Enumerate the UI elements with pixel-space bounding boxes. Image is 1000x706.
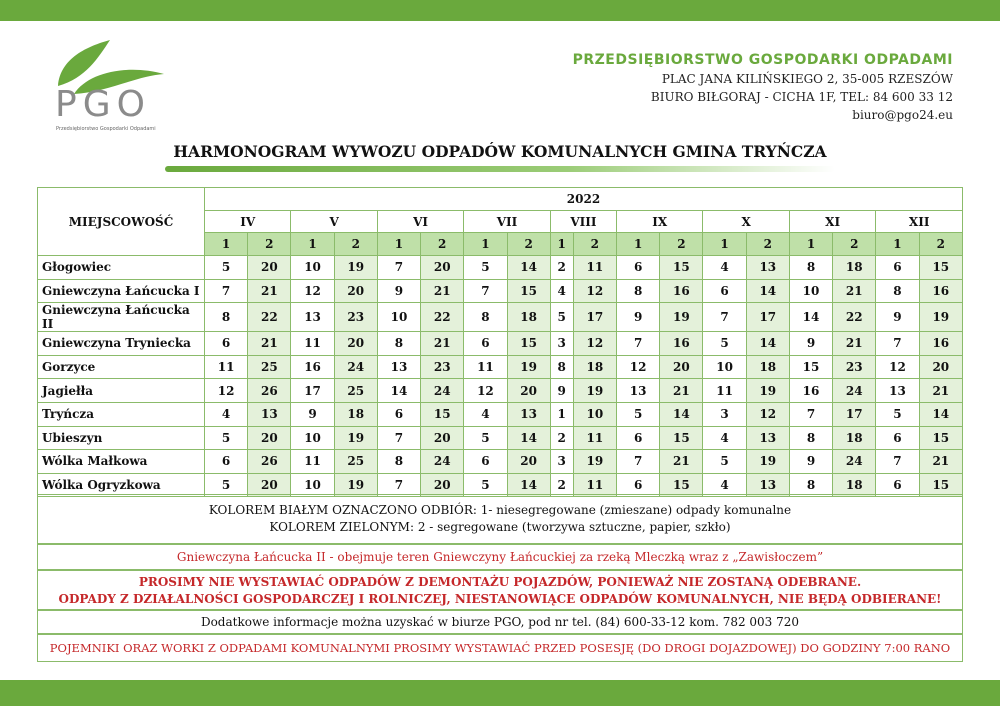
pickup-day: 18 bbox=[833, 473, 876, 497]
table-row bbox=[38, 303, 963, 332]
pickup-day: 16 bbox=[291, 355, 334, 379]
pickup-day: 22 bbox=[248, 303, 291, 332]
pickup-day: 21 bbox=[248, 279, 291, 303]
half-header: 1 bbox=[377, 233, 420, 256]
pickup-day: 10 bbox=[573, 402, 616, 426]
pickup-day: 8 bbox=[876, 279, 919, 303]
location-name: Tryńcza bbox=[38, 402, 205, 426]
pickup-day: 7 bbox=[617, 332, 660, 356]
half-header: 1 bbox=[703, 233, 746, 256]
month-header: XII bbox=[876, 211, 963, 233]
pickup-day: 13 bbox=[248, 402, 291, 426]
pickup-day: 20 bbox=[421, 256, 464, 280]
half-header: 2 bbox=[334, 233, 377, 256]
pickup-day: 10 bbox=[291, 256, 334, 280]
pickup-day: 7 bbox=[876, 332, 919, 356]
pickup-day: 20 bbox=[421, 426, 464, 450]
pickup-day: 12 bbox=[464, 379, 507, 403]
pickup-day: 12 bbox=[876, 355, 919, 379]
pickup-day: 7 bbox=[205, 279, 248, 303]
location-name: Gniewczyna Łańcucka II bbox=[38, 303, 205, 332]
title-underline bbox=[165, 166, 835, 172]
pickup-day: 2 bbox=[550, 426, 573, 450]
pickup-day: 12 bbox=[617, 355, 660, 379]
pickup-day: 9 bbox=[617, 303, 660, 332]
top-banner bbox=[0, 0, 1000, 21]
pickup-day: 12 bbox=[573, 332, 616, 356]
table-row bbox=[38, 256, 963, 280]
pickup-day: 7 bbox=[377, 256, 420, 280]
pickup-day: 6 bbox=[876, 473, 919, 497]
pickup-day: 12 bbox=[291, 279, 334, 303]
pickup-day: 8 bbox=[377, 450, 420, 474]
pickup-day: 21 bbox=[833, 279, 876, 303]
pickup-day: 18 bbox=[746, 355, 789, 379]
pickup-day: 8 bbox=[464, 303, 507, 332]
pickup-day: 5 bbox=[550, 303, 573, 332]
month-header: V bbox=[291, 211, 377, 233]
pickup-day: 16 bbox=[660, 332, 703, 356]
pickup-day: 6 bbox=[876, 426, 919, 450]
pickup-day: 24 bbox=[421, 379, 464, 403]
company-name: PRZEDSIĘBIORSTWO GOSPODARKI ODPADAMI bbox=[572, 52, 953, 68]
pickup-day: 5 bbox=[205, 426, 248, 450]
pickup-day: 19 bbox=[334, 473, 377, 497]
pickup-day: 10 bbox=[789, 279, 832, 303]
pickup-day: 4 bbox=[550, 279, 573, 303]
half-header: 2 bbox=[746, 233, 789, 256]
pickup-day: 15 bbox=[507, 332, 550, 356]
pickup-day: 16 bbox=[660, 279, 703, 303]
pickup-day: 19 bbox=[573, 450, 616, 474]
pickup-day: 23 bbox=[334, 303, 377, 332]
warning-business: ODPADY Z DZIAŁALNOŚCI GOSPODARCZEJ I ROLNICZEJ, NIESTANOWIĄCE ODPADÓW KOMUNALNYCH, NIE BĘDĄ ODBIERANE! bbox=[58, 592, 942, 606]
pickup-day: 5 bbox=[205, 473, 248, 497]
pickup-day: 14 bbox=[377, 379, 420, 403]
pickup-day: 20 bbox=[248, 426, 291, 450]
pickup-day: 9 bbox=[377, 279, 420, 303]
pickup-day: 16 bbox=[919, 332, 962, 356]
location-name: Gniewczyna Tryniecka bbox=[38, 332, 205, 356]
pickup-day: 2 bbox=[550, 473, 573, 497]
warning-vehicles: PROSIMY NIE WYSTAWIAĆ ODPADÓW Z DEMONTAŻU POJAZDÓW, PONIEWAŻ NIE ZOSTANĄ ODEBRANE. bbox=[138, 575, 862, 589]
location-name: Wólka Małkowa bbox=[38, 450, 205, 474]
schedule-table bbox=[37, 187, 963, 497]
pickup-day: 25 bbox=[334, 379, 377, 403]
pickup-day: 5 bbox=[703, 332, 746, 356]
pickup-day: 20 bbox=[919, 355, 962, 379]
pickup-day: 13 bbox=[876, 379, 919, 403]
pickup-day: 20 bbox=[248, 256, 291, 280]
pickup-day: 12 bbox=[746, 402, 789, 426]
pickup-day: 21 bbox=[919, 379, 962, 403]
pickup-day: 5 bbox=[703, 450, 746, 474]
pickup-day: 3 bbox=[550, 332, 573, 356]
location-name: Gniewczyna Łańcucka I bbox=[38, 279, 205, 303]
pickup-day: 8 bbox=[789, 426, 832, 450]
pickup-day: 14 bbox=[746, 279, 789, 303]
half-header: 2 bbox=[248, 233, 291, 256]
pickup-day: 5 bbox=[464, 426, 507, 450]
pickup-day: 19 bbox=[507, 355, 550, 379]
pickup-day: 23 bbox=[833, 355, 876, 379]
pickup-day: 6 bbox=[617, 473, 660, 497]
month-header: IV bbox=[205, 211, 291, 233]
container-note: POJEMNIKI ORAZ WORKI Z ODPADAMI KOMUNALNYMI PROSIMY WYSTAWIAĆ PRZED POSESJĘ (DO DROGI DOJAZDOWEJ) DO GODZINY 7:00 RANO bbox=[37, 634, 963, 662]
pickup-day: 21 bbox=[660, 450, 703, 474]
pickup-day: 9 bbox=[876, 303, 919, 332]
pickup-day: 14 bbox=[789, 303, 832, 332]
pickup-day: 13 bbox=[617, 379, 660, 403]
bottom-banner bbox=[0, 680, 1000, 706]
pickup-day: 11 bbox=[573, 256, 616, 280]
pickup-day: 9 bbox=[789, 332, 832, 356]
pickup-day: 10 bbox=[291, 426, 334, 450]
pickup-day: 15 bbox=[421, 402, 464, 426]
location-name: Jagiełła bbox=[38, 379, 205, 403]
pickup-day: 19 bbox=[573, 379, 616, 403]
pickup-day: 1 bbox=[550, 402, 573, 426]
pickup-day: 26 bbox=[248, 379, 291, 403]
pickup-day: 18 bbox=[833, 256, 876, 280]
pickup-day: 10 bbox=[377, 303, 420, 332]
half-header: 2 bbox=[507, 233, 550, 256]
pickup-day: 15 bbox=[919, 256, 962, 280]
pickup-day: 6 bbox=[617, 426, 660, 450]
pickup-day: 21 bbox=[833, 332, 876, 356]
pickup-day: 24 bbox=[833, 450, 876, 474]
pickup-day: 13 bbox=[746, 256, 789, 280]
pickup-day: 20 bbox=[334, 279, 377, 303]
pickup-day: 6 bbox=[703, 279, 746, 303]
pickup-day: 7 bbox=[789, 402, 832, 426]
pickup-day: 2 bbox=[550, 256, 573, 280]
pickup-day: 13 bbox=[746, 426, 789, 450]
half-header: 2 bbox=[573, 233, 616, 256]
company-info bbox=[573, 52, 953, 122]
pickup-day: 7 bbox=[464, 279, 507, 303]
pickup-day: 20 bbox=[660, 355, 703, 379]
pickup-day: 11 bbox=[291, 332, 334, 356]
pickup-day: 4 bbox=[703, 426, 746, 450]
half-header: 1 bbox=[550, 233, 573, 256]
pickup-day: 21 bbox=[919, 450, 962, 474]
table-row bbox=[38, 355, 963, 379]
pickup-day: 7 bbox=[876, 450, 919, 474]
pickup-day: 21 bbox=[421, 279, 464, 303]
pickup-day: 12 bbox=[573, 279, 616, 303]
pickup-day: 3 bbox=[703, 402, 746, 426]
pickup-day: 24 bbox=[421, 450, 464, 474]
pickup-day: 5 bbox=[464, 256, 507, 280]
pickup-day: 19 bbox=[334, 256, 377, 280]
legend-green: KOLOREM ZIELONYM: 2 - segregowane (tworzywa sztuczne, papier, szkło) bbox=[269, 520, 731, 534]
pickup-day: 15 bbox=[919, 473, 962, 497]
pickup-day: 23 bbox=[421, 355, 464, 379]
pickup-day: 15 bbox=[507, 279, 550, 303]
pickup-day: 7 bbox=[703, 303, 746, 332]
pickup-day: 14 bbox=[660, 402, 703, 426]
pickup-day: 7 bbox=[617, 450, 660, 474]
pickup-day: 3 bbox=[550, 450, 573, 474]
pickup-day: 8 bbox=[789, 256, 832, 280]
pickup-day: 10 bbox=[291, 473, 334, 497]
pickup-day: 17 bbox=[833, 402, 876, 426]
pickup-day: 14 bbox=[507, 426, 550, 450]
pickup-day: 8 bbox=[377, 332, 420, 356]
location-name: Gorzyce bbox=[38, 355, 205, 379]
pickup-day: 17 bbox=[291, 379, 334, 403]
pickup-day: 20 bbox=[421, 473, 464, 497]
pickup-day: 5 bbox=[617, 402, 660, 426]
pickup-day: 21 bbox=[248, 332, 291, 356]
pickup-day: 4 bbox=[464, 402, 507, 426]
half-header: 2 bbox=[833, 233, 876, 256]
location-header: MIEJSCOWOŚĆ bbox=[38, 188, 205, 256]
month-header: XI bbox=[789, 211, 875, 233]
half-header: 2 bbox=[660, 233, 703, 256]
pickup-day: 19 bbox=[746, 450, 789, 474]
pickup-day: 15 bbox=[919, 426, 962, 450]
pickup-day: 6 bbox=[205, 450, 248, 474]
pickup-day: 18 bbox=[833, 426, 876, 450]
pickup-day: 22 bbox=[421, 303, 464, 332]
pickup-day: 9 bbox=[291, 402, 334, 426]
pickup-day: 25 bbox=[334, 450, 377, 474]
pickup-day: 20 bbox=[334, 332, 377, 356]
pickup-day: 9 bbox=[789, 450, 832, 474]
page-title: HARMONOGRAM WYWOZU ODPADÓW KOMUNALNYCH GMINA TRYŃCZA bbox=[173, 142, 827, 161]
pickup-day: 16 bbox=[919, 279, 962, 303]
pickup-day: 13 bbox=[746, 473, 789, 497]
pickup-day: 15 bbox=[660, 256, 703, 280]
month-header: VIII bbox=[550, 211, 616, 233]
table-row bbox=[38, 402, 963, 426]
pickup-day: 6 bbox=[205, 332, 248, 356]
pickup-day: 22 bbox=[833, 303, 876, 332]
pickup-day: 15 bbox=[660, 473, 703, 497]
legend-box bbox=[37, 494, 963, 544]
pickup-day: 6 bbox=[464, 450, 507, 474]
legend-white: KOLOREM BIAŁYM OZNACZONO ODBIÓR: 1- niesegregowane (zmieszane) odpady komunalne bbox=[208, 503, 792, 517]
pickup-day: 13 bbox=[507, 402, 550, 426]
company-office: BIURO BIŁGORAJ - CICHA 1F, TEL: 84 600 33 12 bbox=[650, 90, 953, 104]
pickup-day: 6 bbox=[464, 332, 507, 356]
pickup-day: 11 bbox=[205, 355, 248, 379]
pickup-day: 8 bbox=[789, 473, 832, 497]
pickup-day: 11 bbox=[703, 379, 746, 403]
half-header: 1 bbox=[464, 233, 507, 256]
company-address: PLAC JANA KILIŃSKIEGO 2, 35-005 RZESZÓW bbox=[661, 72, 953, 86]
half-header: 1 bbox=[617, 233, 660, 256]
pickup-day: 7 bbox=[377, 426, 420, 450]
area-note: Gniewczyna Łańcucka II - obejmuje teren Gniewczyny Łańcuckiej za rzeką Mleczką wraz z „Zawisłoczem” bbox=[37, 544, 963, 570]
month-header: VII bbox=[464, 211, 550, 233]
pickup-day: 19 bbox=[746, 379, 789, 403]
year-header: 2022 bbox=[205, 188, 963, 211]
pickup-day: 12 bbox=[205, 379, 248, 403]
half-header: 1 bbox=[205, 233, 248, 256]
pickup-day: 20 bbox=[507, 450, 550, 474]
pickup-day: 5 bbox=[876, 402, 919, 426]
logo-subtitle: Przedsiębiorstwo Gospodarki Odpadami bbox=[56, 126, 156, 132]
pickup-day: 15 bbox=[660, 426, 703, 450]
table-row bbox=[38, 332, 963, 356]
pickup-day: 4 bbox=[703, 473, 746, 497]
pickup-day: 13 bbox=[377, 355, 420, 379]
pickup-day: 6 bbox=[876, 256, 919, 280]
pickup-day: 18 bbox=[573, 355, 616, 379]
pickup-day: 26 bbox=[248, 450, 291, 474]
pickup-day: 20 bbox=[248, 473, 291, 497]
pickup-day: 19 bbox=[919, 303, 962, 332]
half-header: 1 bbox=[876, 233, 919, 256]
pickup-day: 9 bbox=[550, 379, 573, 403]
half-header: 1 bbox=[789, 233, 832, 256]
pickup-day: 7 bbox=[377, 473, 420, 497]
pickup-day: 14 bbox=[507, 473, 550, 497]
half-header: 2 bbox=[421, 233, 464, 256]
pickup-day: 18 bbox=[334, 402, 377, 426]
pickup-day: 13 bbox=[291, 303, 334, 332]
pickup-day: 5 bbox=[205, 256, 248, 280]
pickup-day: 24 bbox=[833, 379, 876, 403]
pickup-day: 17 bbox=[746, 303, 789, 332]
pickup-day: 19 bbox=[334, 426, 377, 450]
pickup-day: 5 bbox=[464, 473, 507, 497]
table-row bbox=[38, 279, 963, 303]
pickup-day: 6 bbox=[617, 256, 660, 280]
table-row bbox=[38, 379, 963, 403]
pickup-day: 10 bbox=[703, 355, 746, 379]
month-header: IX bbox=[617, 211, 703, 233]
pickup-day: 21 bbox=[660, 379, 703, 403]
pickup-day: 15 bbox=[789, 355, 832, 379]
pickup-day: 6 bbox=[377, 402, 420, 426]
pickup-day: 17 bbox=[573, 303, 616, 332]
location-name: Głogowiec bbox=[38, 256, 205, 280]
company-email[interactable]: biuro@pgo24.eu bbox=[852, 108, 953, 122]
pickup-day: 19 bbox=[660, 303, 703, 332]
table-row bbox=[38, 426, 963, 450]
pickup-day: 8 bbox=[205, 303, 248, 332]
pickup-day: 8 bbox=[550, 355, 573, 379]
pickup-day: 11 bbox=[464, 355, 507, 379]
half-header: 2 bbox=[919, 233, 962, 256]
pickup-day: 21 bbox=[421, 332, 464, 356]
location-name: Ubieszyn bbox=[38, 426, 205, 450]
table-row bbox=[38, 450, 963, 474]
pickup-day: 11 bbox=[573, 426, 616, 450]
pickup-day: 16 bbox=[789, 379, 832, 403]
pickup-day: 11 bbox=[573, 473, 616, 497]
location-name: Wólka Ogryzkowa bbox=[38, 473, 205, 497]
pickup-day: 24 bbox=[334, 355, 377, 379]
contact-info: Dodatkowe informacje można uzyskać w biurze PGO, pod nr tel. (84) 600-33-12 kom. 782 003 720 bbox=[37, 610, 963, 634]
pickup-day: 4 bbox=[703, 256, 746, 280]
pickup-day: 25 bbox=[248, 355, 291, 379]
pickup-day: 20 bbox=[507, 379, 550, 403]
pickup-day: 14 bbox=[746, 332, 789, 356]
pickup-day: 14 bbox=[507, 256, 550, 280]
warning-box bbox=[37, 570, 963, 610]
half-header: 1 bbox=[291, 233, 334, 256]
month-header: VI bbox=[377, 211, 463, 233]
pickup-day: 11 bbox=[291, 450, 334, 474]
logo-text: PGO bbox=[55, 84, 151, 125]
pickup-day: 14 bbox=[919, 402, 962, 426]
pickup-day: 4 bbox=[205, 402, 248, 426]
month-header: X bbox=[703, 211, 789, 233]
pickup-day: 18 bbox=[507, 303, 550, 332]
pickup-day: 8 bbox=[617, 279, 660, 303]
